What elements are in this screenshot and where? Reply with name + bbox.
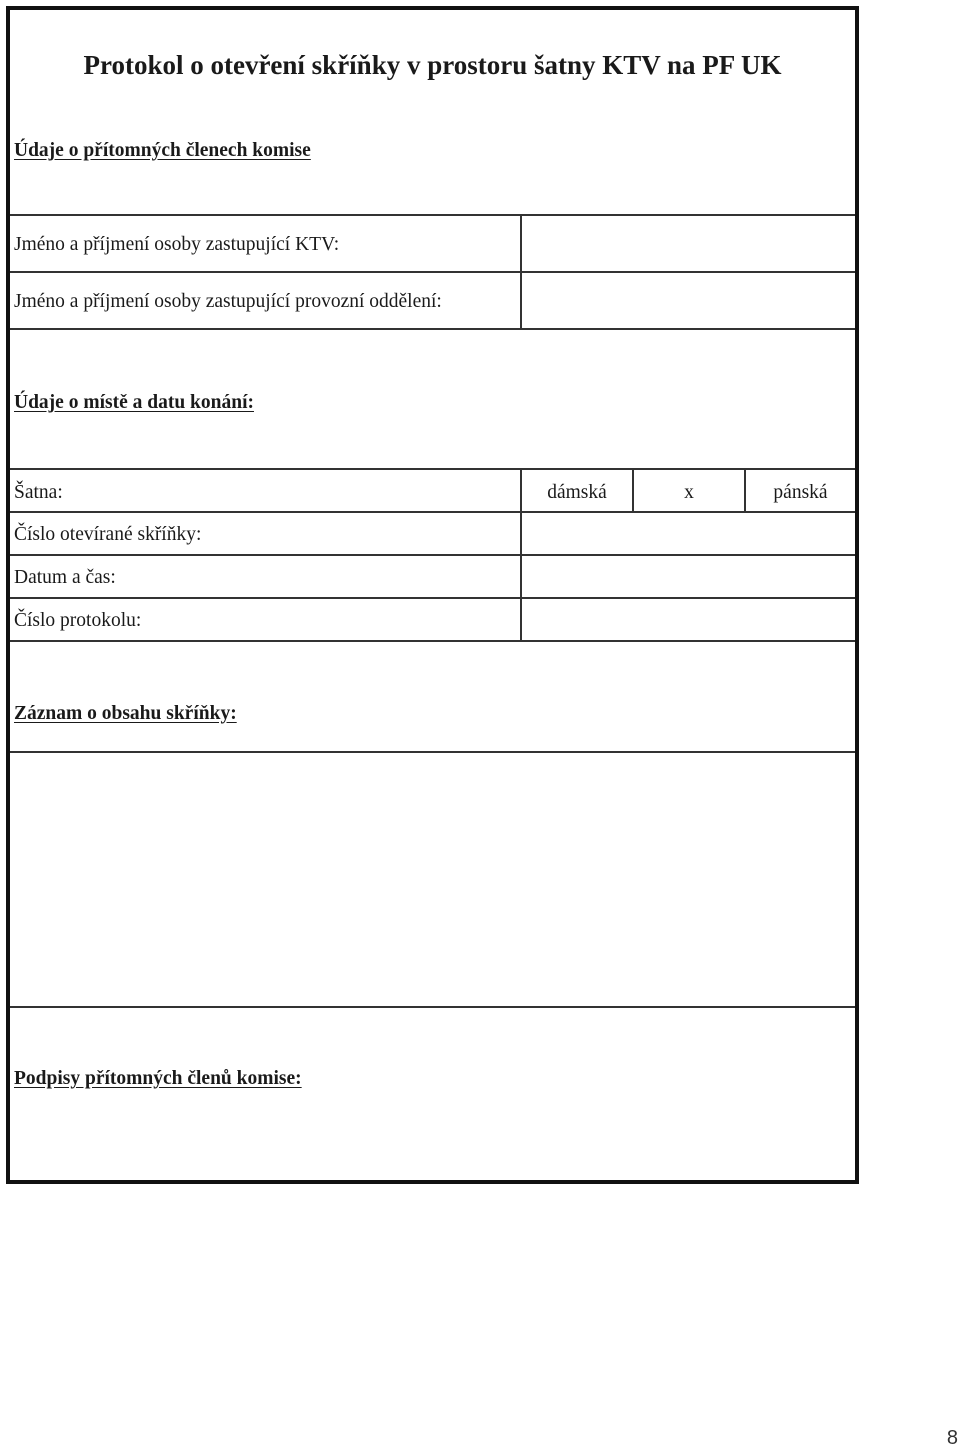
- form-frame: [6, 6, 859, 1184]
- column-divider: [632, 468, 634, 511]
- protocol-number-field[interactable]: [522, 599, 855, 639]
- datetime-label: Datum a čas:: [14, 567, 116, 588]
- divider: [10, 328, 855, 330]
- place-section-heading: Údaje o místě a datu konání:: [14, 392, 254, 413]
- signatures-section-heading: Podpisy přítomných členů komise:: [14, 1068, 302, 1089]
- column-divider: [744, 468, 746, 511]
- contents-section-heading: Záznam o obsahu skříňky:: [14, 703, 237, 724]
- column-divider: [520, 214, 522, 330]
- signatures-area[interactable]: [14, 1102, 851, 1176]
- wardrobe-option-separator: x: [684, 482, 694, 503]
- datetime-field[interactable]: [522, 556, 855, 596]
- page-number: 8: [946, 1427, 958, 1449]
- locker-contents-field[interactable]: [14, 755, 851, 1003]
- operations-representative-field[interactable]: [522, 273, 855, 327]
- divider: [10, 1006, 855, 1008]
- ktv-representative-field[interactable]: [522, 216, 855, 270]
- wardrobe-option-ladies[interactable]: dámská: [547, 482, 607, 503]
- locker-number-field[interactable]: [522, 513, 855, 553]
- ktv-representative-label: Jméno a příjmení osoby zastupující KTV:: [14, 234, 340, 255]
- wardrobe-option-gents[interactable]: pánská: [773, 482, 828, 503]
- divider: [10, 640, 855, 642]
- wardrobe-label: Šatna:: [14, 482, 63, 503]
- operations-representative-label: Jméno a příjmení osoby zastupující provozní oddělení:: [14, 291, 442, 312]
- column-divider: [520, 468, 522, 642]
- locker-number-label: Číslo otevírané skříňky:: [14, 524, 202, 545]
- protocol-number-label: Číslo protokolu:: [14, 610, 142, 631]
- divider: [10, 751, 855, 753]
- members-section-heading: Údaje o přítomných členech komise: [14, 140, 311, 161]
- divider: [10, 468, 855, 470]
- document-title: Protokol o otevření skříňky v prostoru šatny KTV na PF UK: [83, 50, 782, 80]
